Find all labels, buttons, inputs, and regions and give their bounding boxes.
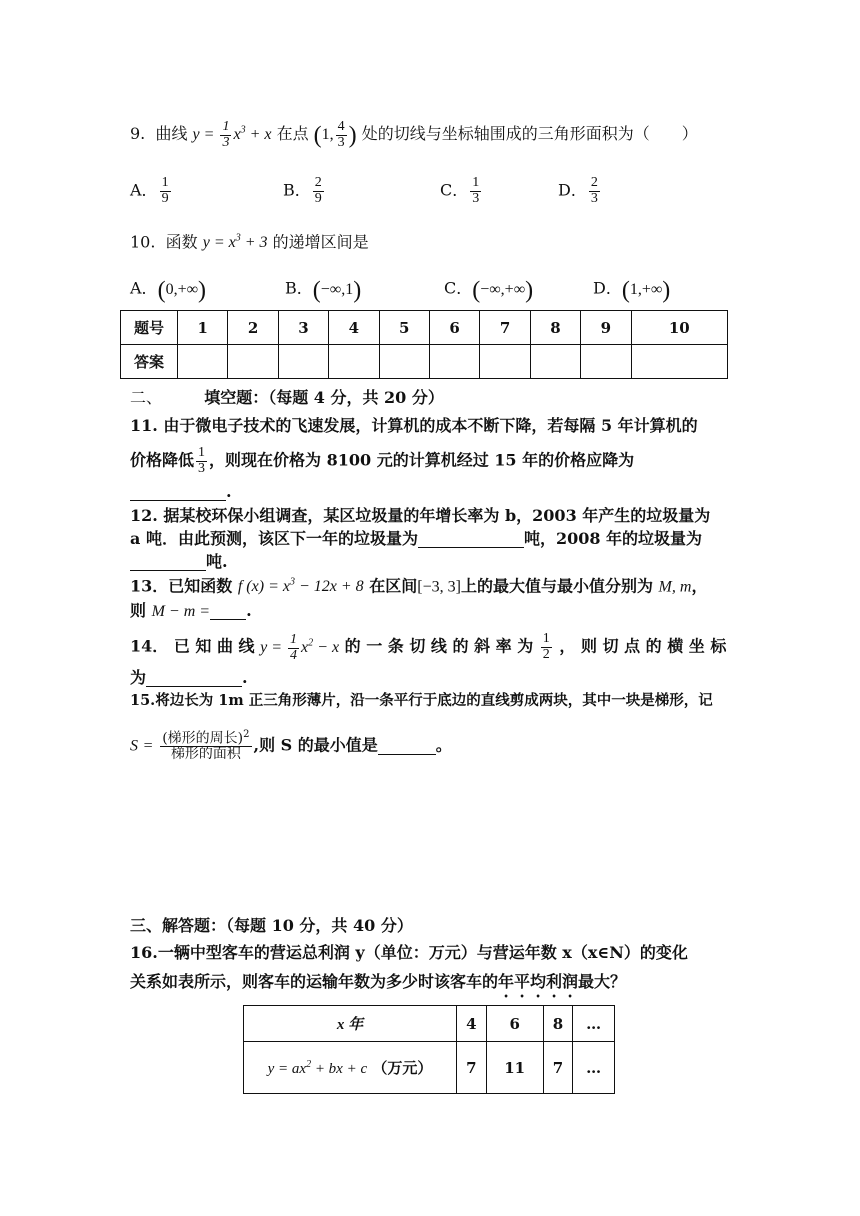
q13-line1: 13．已知函数 f $(x) = x^3 - 12x + 8$ 在区间[−3, 3]上的最大值与最小值分别为 M, m， xyxy=(130,576,708,596)
q16-x-label: x 年 xyxy=(244,1006,457,1042)
answer-cell[interactable] xyxy=(228,345,278,379)
q10-text-post: 的递增区间是 xyxy=(272,232,369,252)
q15-line1: 15.将边长为 1m 正三角形薄片，沿一条平行于底边的直线剪成两块，其中一块是梯形，记 xyxy=(130,692,713,709)
answer-cell[interactable] xyxy=(530,345,580,379)
answer-cell[interactable] xyxy=(581,345,631,379)
q9-text-mid: 在点 xyxy=(276,123,309,143)
q9-option-b: B． $\frac{2}{9}$ xyxy=(283,175,322,206)
q14-curve-formula: y = $\frac{1}{4}$ $x^2 - x$ xyxy=(260,631,340,663)
answer-grid-number: 9 xyxy=(581,311,631,345)
q16-x-value: … xyxy=(573,1006,615,1042)
q9-point: (1, $\frac{4}{3}$ ) xyxy=(313,119,357,150)
q13-answer-blank[interactable] xyxy=(210,603,246,620)
q12-answer-blank-1[interactable] xyxy=(418,531,524,548)
answer-cell[interactable] xyxy=(329,345,379,379)
answer-grid-number: 1 xyxy=(178,311,228,345)
q13-expression: M − m = xyxy=(151,603,211,620)
q10-option-b: B．(−∞,1) xyxy=(285,277,362,303)
section2-index: 二、 xyxy=(130,388,163,407)
q13-max-min-symbols: M, m xyxy=(658,578,692,596)
q14-line1: 14． 已 知 曲 线 y = $\frac{1}{4}$ $x^2 - x$ 的 一 条 切 线 的 斜 率 为 $\frac{1}{2}$ ， 则 切 点 的 横 坐 标 xyxy=(130,631,727,663)
answer-cell[interactable] xyxy=(278,345,328,379)
answer-cell[interactable] xyxy=(379,345,429,379)
q13-line2: 则 M − m = . xyxy=(130,601,252,620)
answer-grid-table xyxy=(120,310,728,379)
q12-line3: 吨. xyxy=(130,554,228,571)
q16-y-value: 11 xyxy=(486,1042,543,1094)
answer-grid-number: 7 xyxy=(480,311,530,345)
q16-table-row-y xyxy=(244,1042,615,1094)
q14-answer-blank[interactable] xyxy=(146,670,242,687)
q16-profit-table xyxy=(243,1005,615,1094)
answer-grid-number: 10 xyxy=(631,311,727,345)
q9-text-pre: 曲线 xyxy=(155,123,188,143)
q11-line1: 11. 由于微电子技术的飞速发展，计算机的成本不断下降，若每隔 5 年计算机的 xyxy=(130,416,698,435)
q16-y-value: … xyxy=(573,1042,615,1094)
q16-emphasized-phrase: 年平均利润 xyxy=(498,972,579,991)
q14-line2: 为 . xyxy=(130,668,248,687)
q9-curve-formula: y = $\frac{1}{3}$ $x^3 + x$ xyxy=(192,119,272,150)
q11-line2: 价格降低 $\frac{1}{3}$ ，则现在价格为 8100 元的计算机经过 15 年的价格应降为 xyxy=(130,445,635,476)
answer-cell[interactable] xyxy=(429,345,479,379)
q11-answer-blank[interactable] xyxy=(130,484,226,501)
answer-grid-number: 2 xyxy=(228,311,278,345)
q12-line2: a 吨．由此预测，该区下一年的垃圾量为 吨，2008 年的垃圾量为 xyxy=(130,529,703,548)
q10-text-pre: 函数 xyxy=(165,232,198,252)
q14-slope: $\frac{1}{2}$ xyxy=(542,631,550,662)
q10-option-c: C．(−∞,+∞) xyxy=(444,277,534,303)
q9-option-d: D． $\frac{2}{3}$ xyxy=(558,175,598,206)
q9-number: 9. xyxy=(130,123,146,143)
q13-function-formula: f $(x) = x^3 - 12x + 8$ xyxy=(237,577,364,596)
section2-heading xyxy=(130,390,444,406)
answer-grid-number: 8 xyxy=(530,311,580,345)
q12-answer-blank-2[interactable] xyxy=(130,554,206,571)
q15-line2: S = $\frac{(梯形的周长)^2}{\text{梯形的面积}}$ ,则 S 的最小值是 。 xyxy=(130,729,452,763)
q10-option-d: D．(1,+∞) xyxy=(593,277,671,303)
q9-text-post: 处的切线与坐标轴围成的三角形面积为（ ） xyxy=(361,123,698,143)
answer-cell[interactable] xyxy=(480,345,530,379)
q16-y-value: 7 xyxy=(543,1042,573,1094)
q9-stem xyxy=(130,120,698,150)
q16-x-value: 8 xyxy=(543,1006,573,1042)
q16-line1: 16.一辆中型客车的营运总利润 y（单位：万元）与营运年数 x（x∈N）的变化 xyxy=(130,943,688,962)
q10-stem xyxy=(130,234,369,251)
q12-line1: 12. 据某校环保小组调查，某区垃圾量的年增长率为 b，2003 年产生的垃圾量为 xyxy=(130,506,711,525)
answer-cell[interactable] xyxy=(178,345,228,379)
q16-y-label: $y = ax^2$ + bx + c （万元） xyxy=(244,1042,457,1094)
section3-heading: 三、解答题：（每题 10 分，共 40 分） xyxy=(130,916,413,935)
q16-y-value: 7 xyxy=(457,1042,487,1094)
q11-line3: . xyxy=(130,484,232,501)
answer-grid-number: 3 xyxy=(278,311,328,345)
q10-function-formula: $y = x^3 + 3$ xyxy=(202,233,268,252)
q9-option-a: A． $\frac{1}{9}$ xyxy=(130,175,169,206)
answer-cell[interactable] xyxy=(631,345,727,379)
answer-grid-number: 6 xyxy=(429,311,479,345)
answer-grid-header-label: 题号 xyxy=(121,311,178,345)
q16-x-value: 6 xyxy=(486,1006,543,1042)
q9-option-c: C． $\frac{1}{3}$ xyxy=(440,175,480,206)
answer-grid-answer-row xyxy=(121,345,728,379)
answer-grid-header-row xyxy=(121,311,728,345)
q16-x-value: 4 xyxy=(457,1006,487,1042)
q15-s-fraction: $\frac{(梯形的周长)^2}{\text{梯形的面积}}$ xyxy=(162,729,250,763)
q16-table-row-x xyxy=(244,1006,615,1042)
section2-title: 填空题：（每题 4 分，共 20 分） xyxy=(204,388,444,407)
answer-grid-answer-label: 答案 xyxy=(121,345,178,379)
answer-grid-number: 5 xyxy=(379,311,429,345)
q15-answer-blank[interactable] xyxy=(378,738,436,755)
q13-interval: [−3, 3] xyxy=(417,578,461,596)
answer-grid-number: 4 xyxy=(329,311,379,345)
q16-line2: 关系如表所示，则客车的运输年数为多少时该客车的年平均利润最大？ xyxy=(130,972,627,991)
q10-number: 10. xyxy=(130,232,156,252)
q10-option-a: A．(0,+∞) xyxy=(130,277,206,303)
